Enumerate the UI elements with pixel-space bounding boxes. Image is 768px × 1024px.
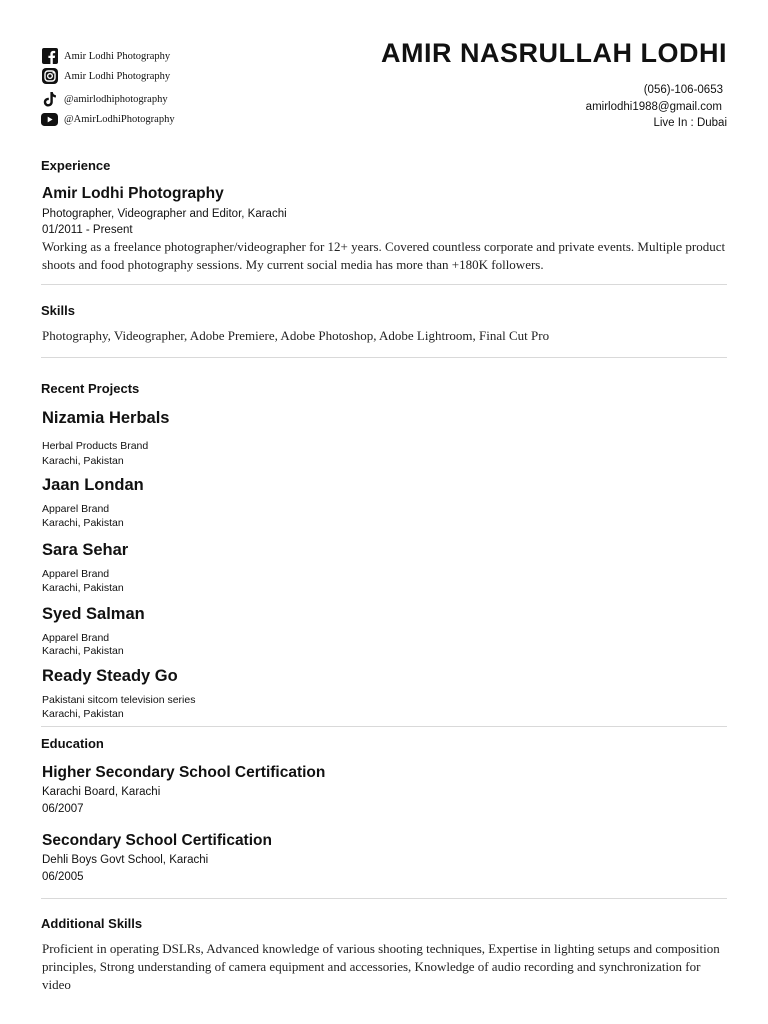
additional-skills-heading: Additional Skills (41, 916, 143, 931)
education-institution: Karachi Board, Karachi (42, 786, 161, 798)
social-label: Amir Lodhi Photography (64, 70, 171, 82)
project-type: Pakistani sitcom television series (42, 694, 196, 706)
project-location: Karachi, Pakistan (42, 455, 124, 467)
divider (41, 898, 727, 899)
education-institution: Dehli Boys Govt School, Karachi (42, 854, 209, 866)
project-location: Karachi, Pakistan (42, 645, 124, 657)
tiktok-icon (41, 91, 58, 108)
project-type: Apparel Brand (42, 632, 110, 644)
facebook-icon (41, 48, 58, 65)
project-title: Sara Sehar (42, 541, 129, 559)
social-label: @amirlodhiphotography (64, 93, 168, 105)
education-title: Secondary School Certification (42, 832, 272, 849)
project-location: Karachi, Pakistan (42, 517, 124, 529)
project-title: Jaan Londan (42, 476, 144, 494)
education-date: 06/2005 (42, 871, 84, 883)
project-type: Herbal Products Brand (42, 440, 149, 452)
email-address[interactable]: amirlodhi1988@gmail.com (585, 101, 722, 113)
instagram-icon (41, 68, 58, 85)
project-type: Apparel Brand (42, 503, 110, 515)
experience-title: Amir Lodhi Photography (42, 185, 224, 202)
full-name: AMIR NASRULLAH LODHI (381, 38, 727, 68)
project-title: Ready Steady Go (42, 667, 178, 685)
education-heading: Education (41, 736, 104, 751)
experience-description: Working as a freelance photographer/videographer for 12+ years. Covered countless corporate and private events. Multiple product shoots and food photography sessions. My current social media has more than +180K followers. (42, 239, 726, 272)
location: Live In : Dubai (653, 117, 727, 129)
youtube-icon (41, 111, 58, 128)
divider (41, 357, 727, 358)
social-link-tiktok[interactable] (41, 91, 168, 107)
project-title: Syed Salman (42, 605, 145, 623)
education-date: 06/2007 (42, 803, 84, 815)
social-label: Amir Lodhi Photography (64, 50, 171, 62)
skills-heading: Skills (41, 303, 75, 318)
additional-skills-text: Proficient in operating DSLRs, Advanced knowledge of various shooting techniques, Expertise in lighting setups and composition principles, Strong understanding of camera equipment and accessories, Knowledge of audio recording and synchronization for video (42, 941, 720, 992)
project-location: Karachi, Pakistan (42, 708, 124, 720)
social-label: @AmirLodhiPhotography (64, 113, 175, 125)
social-link-facebook[interactable] (41, 48, 170, 64)
project-location: Karachi, Pakistan (42, 582, 124, 594)
divider (41, 284, 727, 285)
phone-number: (056)-106-0653 (643, 84, 723, 96)
experience-heading: Experience (41, 158, 111, 173)
education-title: Higher Secondary School Certification (42, 764, 326, 781)
experience-role: Photographer, Videographer and Editor, Karachi (42, 208, 287, 220)
project-type: Apparel Brand (42, 568, 110, 580)
social-link-instagram[interactable] (41, 68, 170, 84)
project-title: Nizamia Herbals (42, 409, 170, 427)
skills-text: Photography, Videographer, Adobe Premiere, Adobe Photoshop, Adobe Lightroom, Final Cut Pro (42, 328, 550, 343)
divider (41, 726, 727, 727)
social-link-youtube[interactable] (41, 111, 175, 127)
projects-heading: Recent Projects (41, 381, 140, 396)
experience-dates: 01/2011 - Present (42, 224, 133, 236)
